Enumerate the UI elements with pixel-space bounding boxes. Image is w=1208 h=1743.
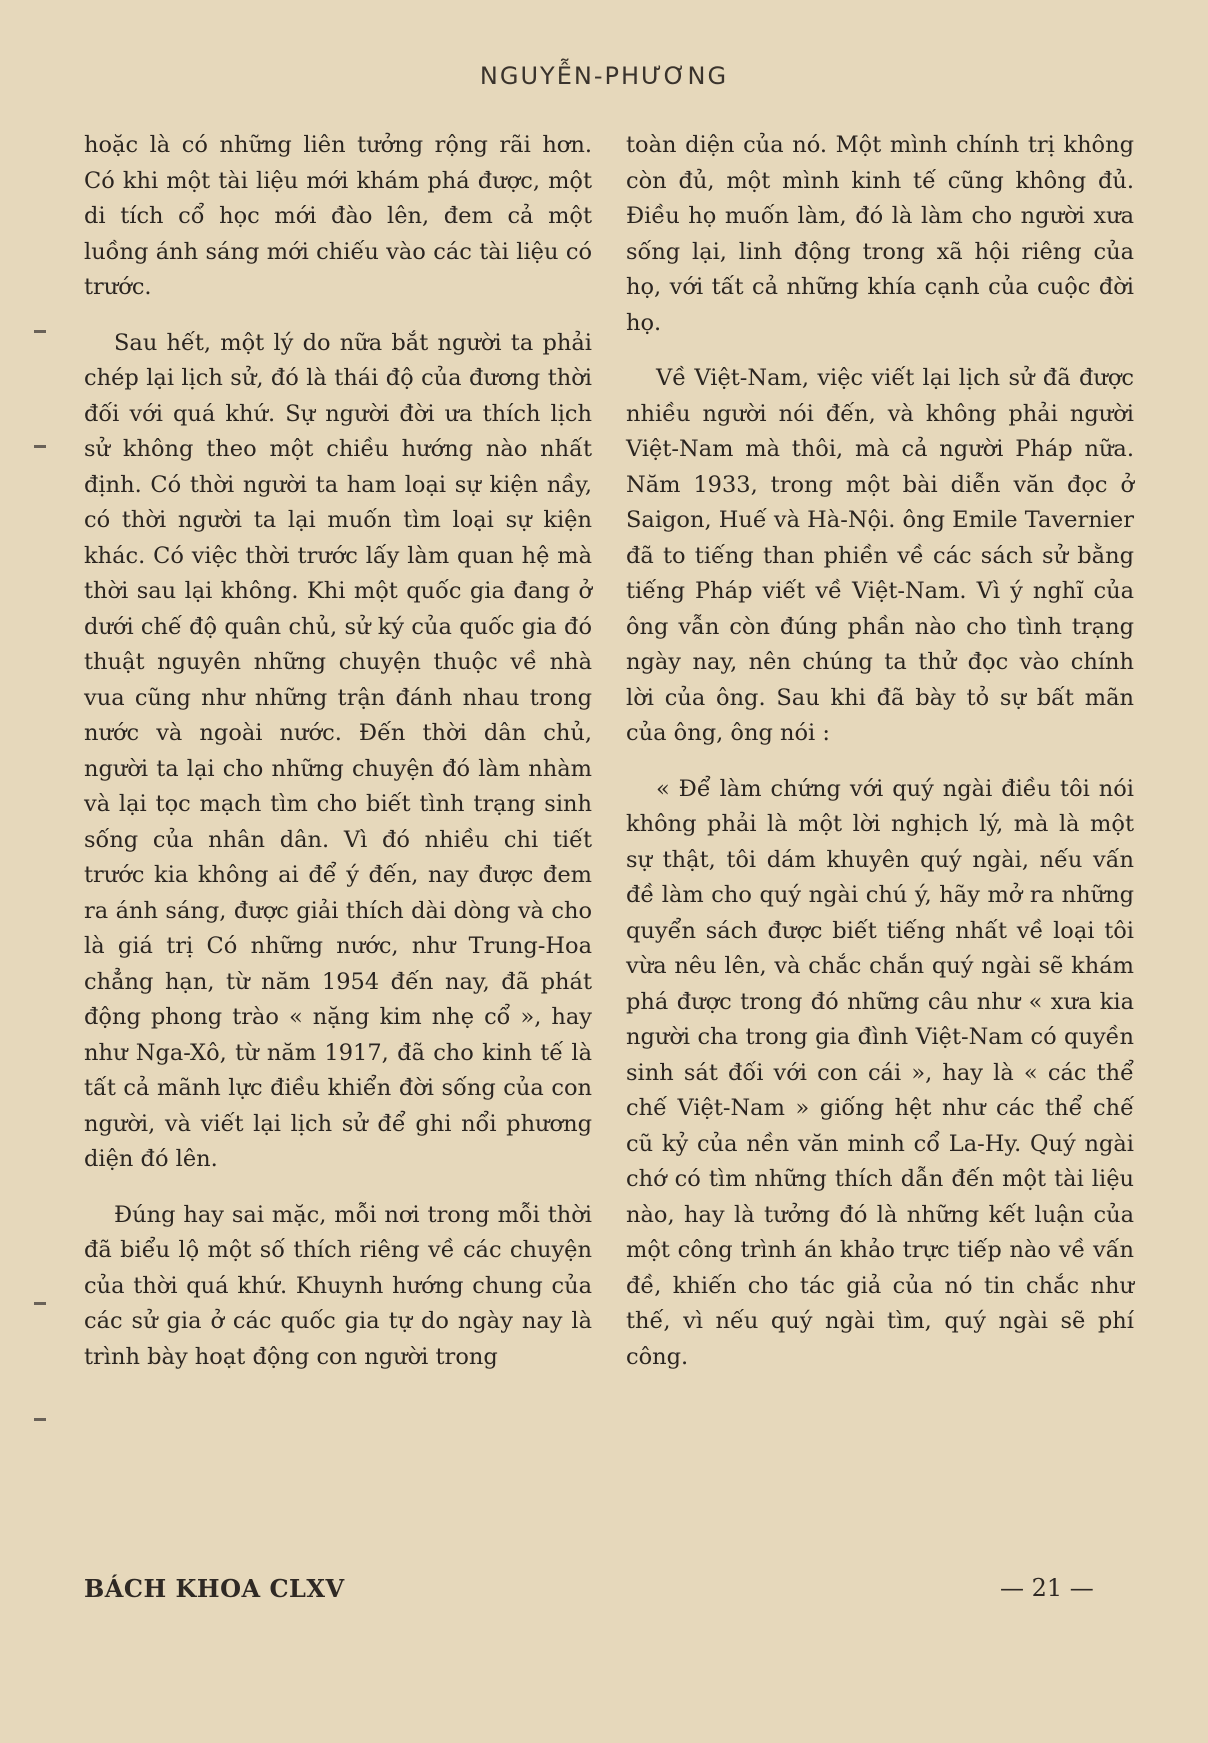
margin-tick-mark xyxy=(34,1418,46,1421)
paragraph: Sau hết, một lý do nữa bắt người ta phải chép lại lịch sử, đó là thái độ của đương thời đối với quá khứ. Sự người đời ưa thích lịch sử không theo một chiều hướng nào nhất định. Có thời người ta ham loại sự kiện nầy, có thời người ta lại muốn tìm loại sự kiện khác. Có việc thời trước lấy làm quan hệ mà thời sau lại không. Khi một quốc gia đang ở dưới chế độ quân chủ, sử ký của quốc gia đó thuật nguyên những chuyện thuộc về nhà vua cũng như những trận đánh nhau trong nước và ngoài nước. Đến thời dân chủ, người ta lại cho những chuyện đó làm nhàm và lại tọc mạch tìm cho biết tình trạng sinh sống của nhân dân. Vì đó nhiều chi tiết trước kia không ai để ý đến, nay được đem ra ánh sáng, được giải thích dài dòng và cho là giá trị Có những nước, như Trung-Hoa chẳng hạn, từ năm 1954 đến nay, đã phát động phong trào « nặng kim nhẹ cổ », hay như Nga-Xô, từ năm 1917, đã cho kinh tế là tất cả mãnh lực điều khiển đời sống của con người, và viết lại lịch sử để ghi nổi phương diện đó lên. xyxy=(84,329,592,1172)
footer-page-number: — 21 — xyxy=(1000,1574,1094,1602)
running-header-author: NGUYỄN-PHƯƠNG xyxy=(479,62,729,90)
paragraph: Đúng hay sai mặc, mỗi nơi trong mỗi thời đã biểu lộ một số thích riêng về các chuyện của thời quá khứ. Khuynh hướng chung của các sử gia ở các quốc gia tự do ngày nay là trình bày hoạt động con người trong xyxy=(84,1201,592,1370)
paragraph: hoặc là có những liên tưởng rộng rãi hơn. Có khi một tài liệu mới khám phá được, một di tích cổ học mới đào lên, đem cả một luồng ánh sáng mới chiếu vào các tài liệu có trước. xyxy=(84,132,592,300)
paragraph: Về Việt-Nam, việc viết lại lịch sử đã được nhiều người nói đến, và không phải người Việt-Nam mà thôi, mà cả người Pháp nữa. Năm 1933, trong một bài diễn văn đọc ở Saigon, Huế và Hà-Nội. ông Emile Tavernier đã to tiếng than phiền về các sách sử bằng tiếng Pháp viết về Việt-Nam. Vì ý nghĩ của ông vẫn còn đúng phần nào cho tình trạng ngày nay, nên chúng ta thử đọc vào chính lời của ông. Sau khi đã bày tỏ sự bất mãn của ông, ông nói : xyxy=(626,365,1134,746)
paragraph: toàn diện của nó. Một mình chính trị không còn đủ, một mình kinh tế cũng không đủ. Điều họ muốn làm, đó là làm cho người xưa sống lại, linh động trong xã hội riêng của họ, với tất cả những khía cạnh của cuộc đời họ. xyxy=(626,132,1134,336)
right-column xyxy=(626,128,1134,1395)
margin-tick-mark xyxy=(34,330,46,333)
margin-tick-mark xyxy=(34,445,46,448)
left-column xyxy=(84,128,592,1395)
paragraph: « Để làm chứng với quý ngài điều tôi nói không phải là một lời nghịch lý, mà là một sự thật, tôi dám khuyên quý ngài, nếu vấn đề làm cho quý ngài chú ý, hãy mở ra những quyển sách được biết tiếng nhất về loại tôi vừa nêu lên, và chắc chắn quý ngài sẽ khám phá được trong đó những câu như « xưa kia người cha trong gia đình Việt-Nam có quyền sinh sát đối với con cái », hay là « các thể chế Việt-Nam » giống hệt như các thể chế cũ kỷ của nền văn minh cổ La-Hy. Quý ngài chớ có tìm những thích dẫn đến một tài liệu nào, hay là tưởng đó là những kết luận của một công trình án khảo trực tiếp nào về vấn đề, khiến cho tác giả của nó tin chắc như thế, vì nếu quý ngài tìm, quý ngài sẽ phí công. xyxy=(626,775,1134,1370)
footer-journal-title: BÁCH KHOA CLXV xyxy=(84,1574,345,1603)
margin-tick-mark xyxy=(34,1302,46,1305)
